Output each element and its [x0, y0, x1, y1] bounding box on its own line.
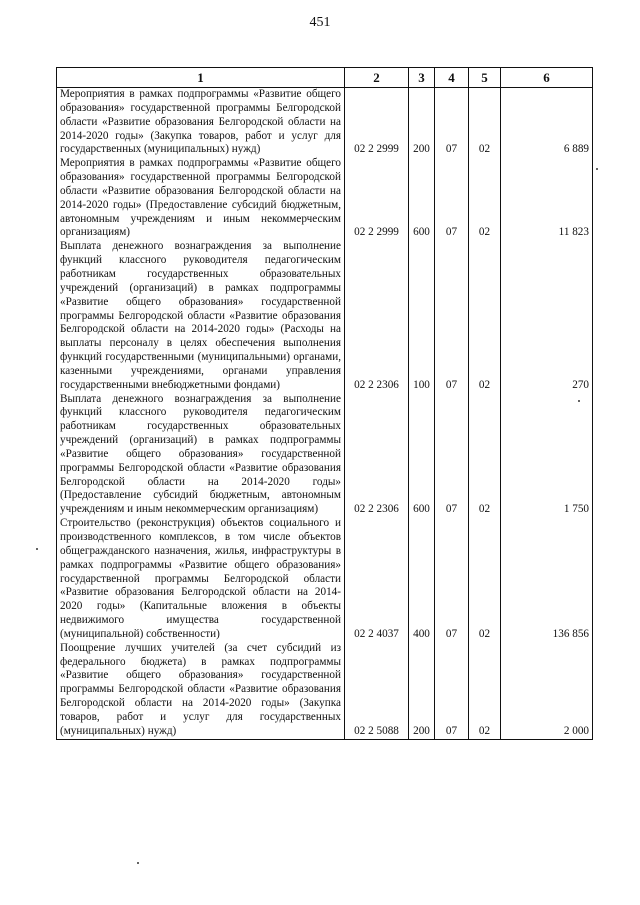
row-target-code: 02 2 2306 [345, 393, 409, 518]
row-description: Мероприятия в рамках подпрограммы «Развитие общего образования» государственной программы Белгородской области «Развитие образования Белгородской области на 2014-2020 годы» (Закупка товаров, работ и услуг для государственных (муниципальных) нужд) [57, 88, 345, 158]
row-subsection: 02 [469, 517, 501, 642]
row-amount: 1 750 [501, 393, 593, 518]
row-target-code: 02 2 4037 [345, 517, 409, 642]
table-row [57, 642, 593, 739]
page-number: 451 [309, 15, 331, 30]
row-section: 07 [435, 642, 469, 739]
header-col-1: 1 [57, 68, 345, 88]
row-amount: 11 823 [501, 157, 593, 240]
table-row [57, 517, 593, 642]
table-row [57, 88, 593, 158]
row-target-code: 02 2 2999 [345, 157, 409, 240]
row-section: 07 [435, 88, 469, 158]
row-description: Мероприятия в рамках подпрограммы «Развитие общего образования» государственной программы Белгородской области «Развитие образования Белгородской области на 2014-2020 годы» (Предоставление субсидий бюджетным, автономным учреждениям и иным некоммерческим организациям) [57, 157, 345, 240]
row-amount: 6 889 [501, 88, 593, 158]
row-expense-type: 600 [409, 157, 435, 240]
row-description: Выплата денежного вознаграждения за выполнение функций классного руководителя педагогическим работникам государственных образовательных учреждений (организаций) в рамках подпрограммы «Развитие общего образования» государственной программы Белгородской области «Развитие образования Белгородской области на 2014-2020 годы» (Предоставление субсидий бюджетным, автономным учреждениям и иным некоммерческим организациям) [57, 393, 345, 518]
table-row [57, 240, 593, 392]
row-description: Поощрение лучших учителей (за счет субсидий из федерального бюджета) в рамках подпрограммы «Развитие общего образования» государственной программы Белгородской области «Развитие образования Белгородской области на 2014-2020 годы» (Закупка товаров, работ и услуг для государственных (муниципальных) нужд) [57, 642, 345, 739]
header-col-5: 5 [469, 68, 501, 88]
header-col-4: 4 [435, 68, 469, 88]
row-amount: 136 856 [501, 517, 593, 642]
table-row [57, 393, 593, 518]
row-expense-type: 400 [409, 517, 435, 642]
row-subsection: 02 [469, 642, 501, 739]
row-amount: 2 000 [501, 642, 593, 739]
header-col-3: 3 [409, 68, 435, 88]
row-amount: 270 [501, 240, 593, 392]
row-section: 07 [435, 517, 469, 642]
row-section: 07 [435, 393, 469, 518]
row-expense-type: 200 [409, 642, 435, 739]
budget-table [56, 67, 593, 740]
row-target-code: 02 2 2306 [345, 240, 409, 392]
row-description: Выплата денежного вознаграждения за выполнение функций классного руководителя педагогическим работникам государственных образовательных учреждений (организаций) в рамках подпрограммы «Развитие общего образования» государственной программы Белгородской области «Развитие образования Белгородской области на 2014-2020 годы» (Расходы на выплаты персоналу в целях обеспечения выполнения функций государственными (муниципальными) органами, казенными учреждениями, органами управления государственными внебюджетными фондами) [57, 240, 345, 392]
header-col-2: 2 [345, 68, 409, 88]
row-expense-type: 600 [409, 393, 435, 518]
row-target-code: 02 2 2999 [345, 88, 409, 158]
row-expense-type: 200 [409, 88, 435, 158]
header-col-6: 6 [501, 68, 593, 88]
scan-speck [36, 548, 38, 550]
row-section: 07 [435, 240, 469, 392]
scan-speck [137, 862, 139, 864]
scan-speck [578, 400, 580, 402]
row-description: Строительство (реконструкция) объектов социального и производственного комплексов, в том числе объектов общегражданского назначения, жилья, инфраструктуры в рамках подпрограммы «Развитие общего образования» государственной программы Белгородской области «Развитие образования Белгородской области на 2014-2020 годы» (Капитальные вложения в объекты недвижимого имущества государственной (муниципальной) собственности) [57, 517, 345, 642]
row-expense-type: 100 [409, 240, 435, 392]
row-section: 07 [435, 157, 469, 240]
row-subsection: 02 [469, 157, 501, 240]
row-subsection: 02 [469, 88, 501, 158]
row-subsection: 02 [469, 240, 501, 392]
scan-speck [596, 168, 598, 170]
row-subsection: 02 [469, 393, 501, 518]
row-target-code: 02 2 5088 [345, 642, 409, 739]
header-row [57, 68, 593, 88]
table-row [57, 157, 593, 240]
